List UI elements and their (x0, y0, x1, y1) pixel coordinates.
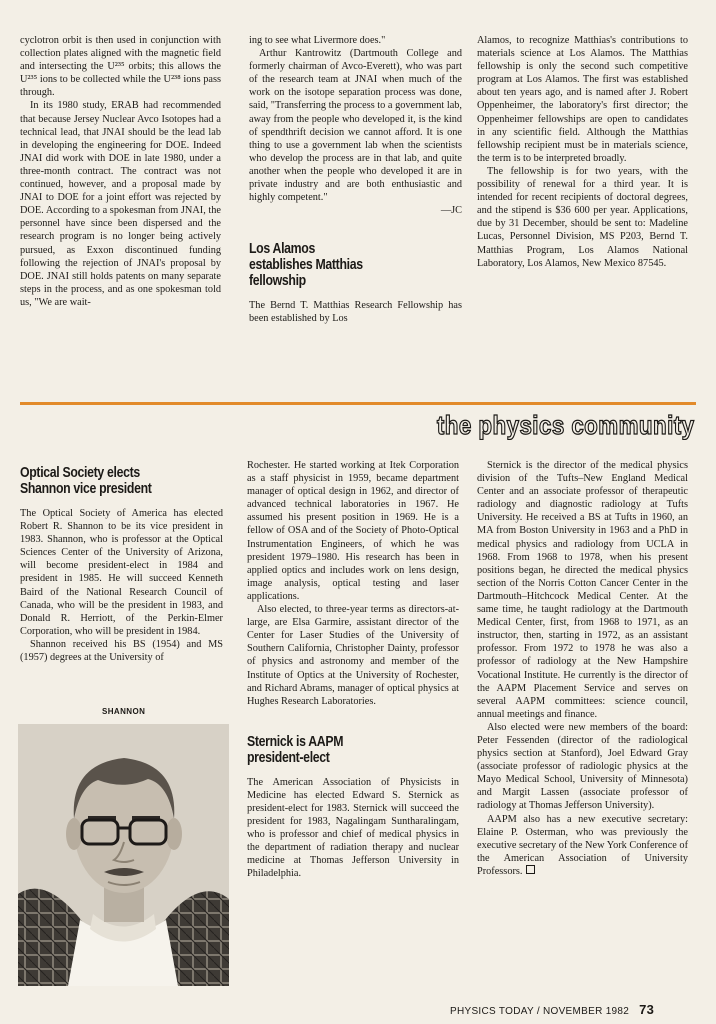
end-mark-icon (526, 865, 535, 874)
paragraph: The fellowship is for two years, with the possibility of renewal for a third year. It is intended for recent recipients of doctoral degrees, and the stipend is $36 600 per year. Applications, due by 31 December, should be sent to: Madeline Lucas, Personnel Division, MS P203, Bernd T. Matthias Program, Los Alamos National Laboratory, Los Alamos, New Mexico 87545. (477, 165, 688, 269)
section-banner: the physics community (436, 410, 694, 440)
headline-matthias-fellowship: Los Alamos establishes Matthias fellowship (249, 240, 363, 290)
top-column-1 (20, 34, 221, 309)
paragraph: ing to see what Livermore does." (249, 35, 386, 46)
paragraph-text: AAPM also has a new executive secretary: Elaine P. Osterman, who was previously the executive secretary of the New York Conference of the American Association of University Professors. (477, 813, 689, 877)
bottom-column-3 (477, 459, 688, 878)
portrait-photo (18, 724, 229, 986)
paragraph: The Optical Society of America has elected Robert R. Shannon to be its vice president in 1983. Shannon, who is professor at the Optical Sciences Center of the University of Arizona, will become president-elect in 1984 and president in 1985. He will succeed Kenneth Baird of the National Research Council of Canada, who will be the president in 1983, and Donald R. Herriott, of the Perkin-Elmer Corporation, who will be president in 1984. (20, 508, 223, 637)
paragraph: In its 1980 study, ERAB had recommended that because Jersey Nuclear Avco Isotopes had a technical lead, that JNAI should be the lead lab in developing the engineering for DOE. Indeed JNAI did work with DOE in late 1980, under a three-month contract. The contract was not continued, however, and a proposal made by JNAI to DOE for a joint effort was rejected by DOE. According to a spokesman from JNAI, the personnel have since been dispersed and the research program is no longer being actively pursued, as Exxon discontinued funding following the rejection of JNAI's proposal by DOE. JNAI still holds patents on many separate steps in the process, and as one spokesman told us, "We are wait- (20, 100, 221, 308)
paragraph: Shannon received his BS (1954) and MS (1957) degrees at the University of (20, 638, 223, 664)
top-column-3 (477, 34, 688, 270)
paragraph: Arthur Kantrowitz (Dartmouth College and formerly chairman of Avco-Everett), who was part of the research team at JNAI when much of the work on the isotope separation process was done, said, "Transferring the process to a government lab, away from the people who developed it, is the kind of spendthrift decision we cannot afford. It is one thing to use a government lab when the scientists who develop the process are in that lab, and quite another when the people who developed it are in private industry and are both enthusiastic and highly competent." (249, 48, 462, 204)
bottom-column-1 (20, 465, 223, 664)
paragraph (477, 813, 688, 878)
paragraph: Rochester. He started working at Itek Corporation as a staff physicist in 1959, became department manager of optical design in 1962, and director of advanced technical laboratories in 1967. He assumed his present position in 1969. He is a fellow of OSA and of the Society of Photo-Optical Instrumentation Engineers, of which he was president 1979–1980. His research has been in applied optics and includes work on lens design, image analysis, optical testing and laser applications. (247, 460, 459, 602)
headline-sternick: Sternick is AAPM president-elect (247, 732, 344, 766)
page-number: 73 (639, 1002, 655, 1017)
paragraph: cyclotron orbit is then used in conjunction with collection plates aligned with the magnetic field and intersecting the U²³⁵ orbits; this allows the U²³⁵ ions to be collected while the U²³⁸ ions pass through. (20, 35, 221, 99)
paragraph: Also elected, to three-year terms as directors-at-large, are Elsa Garmire, assistant director of the Center for Laser Studies of the University of Southern California, Christopher Dainty, professor of physics and astronomy and member of the Institute of Optics at the University of Rochester, and Richard Abrams, manager of optical physics at Hughes Research Laboratories. (247, 604, 459, 707)
author-signature: —JC (440, 205, 462, 217)
paragraph: Alamos, to recognize Matthias's contributions to materials science at Los Alamos. The Matthias fellowship is only the second such competitive program at Los Alamos. The first was established about ten years ago, and is named after J. Robert Oppenheimer, the laboratory's first director; the Oppenheimer fellowships are open to candidates in any scientific field. Although the Matthias fellowship recipient must be in materials science, the term is to be interpreted broadly. (477, 35, 688, 164)
journal-issue: PHYSICS TODAY / NOVEMBER 1982 (450, 1006, 630, 1017)
paragraph: The American Association of Physicists in Medicine has elected Edward S. Sternick as president-elect for 1983. Sternick will succeed the president for 1983, Nagalingam Suntharalingam, who is professor and chief of medical physics in the department of radiation therapy and nuclear medicine at Thomas Jefferson University in Philadelphia. (247, 776, 459, 880)
paragraph: The Bernd T. Matthias Research Fellowship has been established by Los (249, 300, 462, 325)
bottom-column-2 (247, 459, 459, 881)
headline-optical-society: Optical Society elects Shannon vice president (20, 464, 152, 497)
page-footer (450, 1002, 654, 1017)
paragraph: Sternick is the director of the medical physics division of the Tufts–New England Medical Center and an associate professor of therapeutic radiology and diagnostic radiology at Tufts University. He received a BS at Tufts in 1960, an MA from Boston University in 1963 and a PhD in medical physics and radiology from UCLA in 1968. From 1968 to 1978, when his present positions began, he directed the medical physics section of the Norris Cotton Cancer Center in the Dartmouth–Hitchcock Medical Center. At the same time, he taught radiology at the Dartmouth Medical Center, first, from 1968 to 1971, as an instructor, then, starting in 1972, as an assistant professor. From 1972 to 1978 he was also a professor of radiology at the New Hampshire Vocational Institute. He currently is the director of the AAPM Placement Service and serves on several AAPM committees: science council, annual meetings and finance. (477, 460, 688, 720)
paragraph: Also elected were new members of the board: Peter Fessenden (director of the radiological physics section at Stanford), Joel Edward Gray (associate professor of radiologic physics at the Mayo Medical School, University of Minnesota) and Margit Lassen (associate professor of radiology at Thomas Jefferson University). (477, 721, 688, 812)
photo-caption: SHANNON (102, 707, 146, 716)
top-column-2 (249, 34, 462, 326)
section-divider (20, 402, 696, 405)
